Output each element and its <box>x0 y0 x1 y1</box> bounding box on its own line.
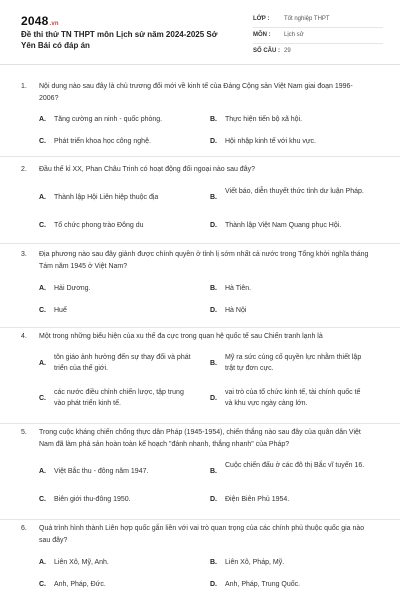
option-text: Liên Xô, Pháp, Mỹ. <box>225 559 285 566</box>
meta-row-count <box>253 44 383 59</box>
question-number: 3. <box>21 251 27 258</box>
question-number: 2. <box>21 166 27 173</box>
option-letter: C. <box>39 496 46 503</box>
option-text: Viết báo, diễn thuyết thức tỉnh dư luận Pháp. <box>225 188 364 195</box>
question-2 <box>0 156 400 244</box>
option-letter: A. <box>39 285 46 292</box>
option-text: các nước điều chỉnh chiến lược, tập trung vào phát triển kinh tế. <box>54 389 184 407</box>
option-letter: C. <box>39 138 46 145</box>
option-text: Điện Biên Phủ 1954. <box>225 496 290 503</box>
question-4 <box>0 327 400 424</box>
page-header <box>0 0 400 65</box>
meta-value: Lịch sử <box>284 32 304 38</box>
option-text: Cuộc chiến đấu ở các đô thị Bắc vĩ tuyến 16. <box>225 462 365 469</box>
option-text: Liên Xô, Mỹ, Anh. <box>54 559 109 566</box>
option-letter: D. <box>210 496 217 503</box>
exam-title: Đề thi thử TN THPT môn Lịch sử năm 2024-2025 Sở Yên Bái có đáp án <box>21 30 218 50</box>
logo-main: 2048 <box>21 14 49 28</box>
option-text: Anh, Pháp, Trung Quốc. <box>225 581 301 588</box>
option-text: Hà Nội <box>225 307 247 314</box>
meta-label: SỐ CÂU : <box>253 48 280 54</box>
option-letter: B. <box>210 194 217 201</box>
option-letter: B. <box>210 116 217 123</box>
option-letter: A. <box>39 360 46 367</box>
option-text: Hội nhập kinh tế với khu vực. <box>225 138 316 145</box>
option-letter: A. <box>39 468 46 475</box>
meta-row-class <box>253 12 383 28</box>
question-text: Trong cuộc kháng chiến chống thực dân Pháp (1945-1954), chiến thắng nào sau đây của quân dân Việt Nam đã làm phá sản hoàn toàn kế hoạch "đánh nhanh, thắng nhanh" của Pháp? <box>39 429 361 448</box>
option-letter: A. <box>39 559 46 566</box>
option-text: tôn giáo ảnh hưởng đến sự thay đổi và phát triển của thế giới. <box>54 354 191 372</box>
option-letter: B. <box>210 360 217 367</box>
option-letter: C. <box>39 307 46 314</box>
option-text: Phát triển khoa học công nghệ. <box>54 138 151 145</box>
option-text: Hà Tiên. <box>225 285 252 292</box>
meta-row-subject <box>253 28 383 44</box>
question-text: Đầu thế kỉ XX, Phan Châu Trinh có hoạt động đối ngoại nào sau đây? <box>39 166 255 173</box>
option-letter: B. <box>210 468 217 475</box>
question-text: Địa phương nào sau đây giành được chính quyền ở tỉnh lị sớm nhất cả nước trong Tổng khởi nghĩa tháng Tám năm 1945 ở Việt Nam? <box>39 251 369 270</box>
question-number: 6. <box>21 525 27 532</box>
option-letter: C. <box>39 395 46 402</box>
site-logo[interactable] <box>21 14 59 28</box>
question-text: Nội dung nào sau đây là chủ trương đổi mới về kinh tế của Đảng Cộng sản Việt Nam giai đoạn 1996-2006? <box>39 83 353 102</box>
option-text: Thành lập Việt Nam Quang phục Hội. <box>225 222 342 229</box>
option-letter: B. <box>210 559 217 566</box>
option-text: Anh, Pháp, Đức. <box>54 581 106 588</box>
option-letter: D. <box>210 222 217 229</box>
question-6 <box>0 519 400 600</box>
question-number: 1. <box>21 83 27 90</box>
option-text: Thực hiện tiến bộ xã hội. <box>225 116 303 123</box>
option-letter: D. <box>210 138 217 145</box>
meta-label: MÔN : <box>253 32 271 38</box>
meta-label: LỚP : <box>253 16 270 22</box>
option-letter: B. <box>210 285 217 292</box>
meta-value: 29 <box>284 48 291 54</box>
question-text: Một trong những biểu hiện của xu thế đa cực trong quan hệ quốc tế sau Chiến tranh lạnh là <box>39 333 323 340</box>
option-letter: C. <box>39 581 46 588</box>
question-text: Quá trình hình thành Liên hợp quốc gắn liền với vai trò quan trọng của các chính phủ thuộc quốc gia nào sau đây? <box>39 525 365 544</box>
option-text: vai trò của tổ chức kinh tế, tài chính quốc tế và khu vực ngày càng lớn. <box>225 389 361 407</box>
meta-value: Tốt nghiệp THPT <box>284 16 330 22</box>
option-text: Biên giới thu-đông 1950. <box>54 496 131 503</box>
question-number: 4. <box>21 333 27 340</box>
option-text: Tổ chức phong trào Đông du <box>54 222 144 229</box>
option-letter: C. <box>39 222 46 229</box>
option-text: Tăng cường an ninh - quốc phòng. <box>54 116 163 123</box>
option-text: Việt Bắc thu - đông năm 1947. <box>54 468 149 475</box>
logo-suffix: .vn <box>49 21 59 27</box>
exam-meta <box>253 12 383 59</box>
option-letter: A. <box>39 116 46 123</box>
question-1 <box>0 64 400 157</box>
option-letter: D. <box>210 307 217 314</box>
question-5 <box>0 423 400 520</box>
option-letter: D. <box>210 395 217 402</box>
option-text: Mỹ ra sức củng cố quyền lực nhằm thiết lập trật tự đơn cực. <box>225 354 362 372</box>
option-text: Hải Dương. <box>54 285 91 292</box>
question-number: 5. <box>21 429 27 436</box>
question-3 <box>0 243 400 328</box>
option-text: Thành lập Hội Liên hiệp thuộc địa <box>54 194 159 201</box>
option-text: Huế <box>54 307 67 314</box>
option-letter: D. <box>210 581 217 588</box>
option-letter: A. <box>39 194 46 201</box>
